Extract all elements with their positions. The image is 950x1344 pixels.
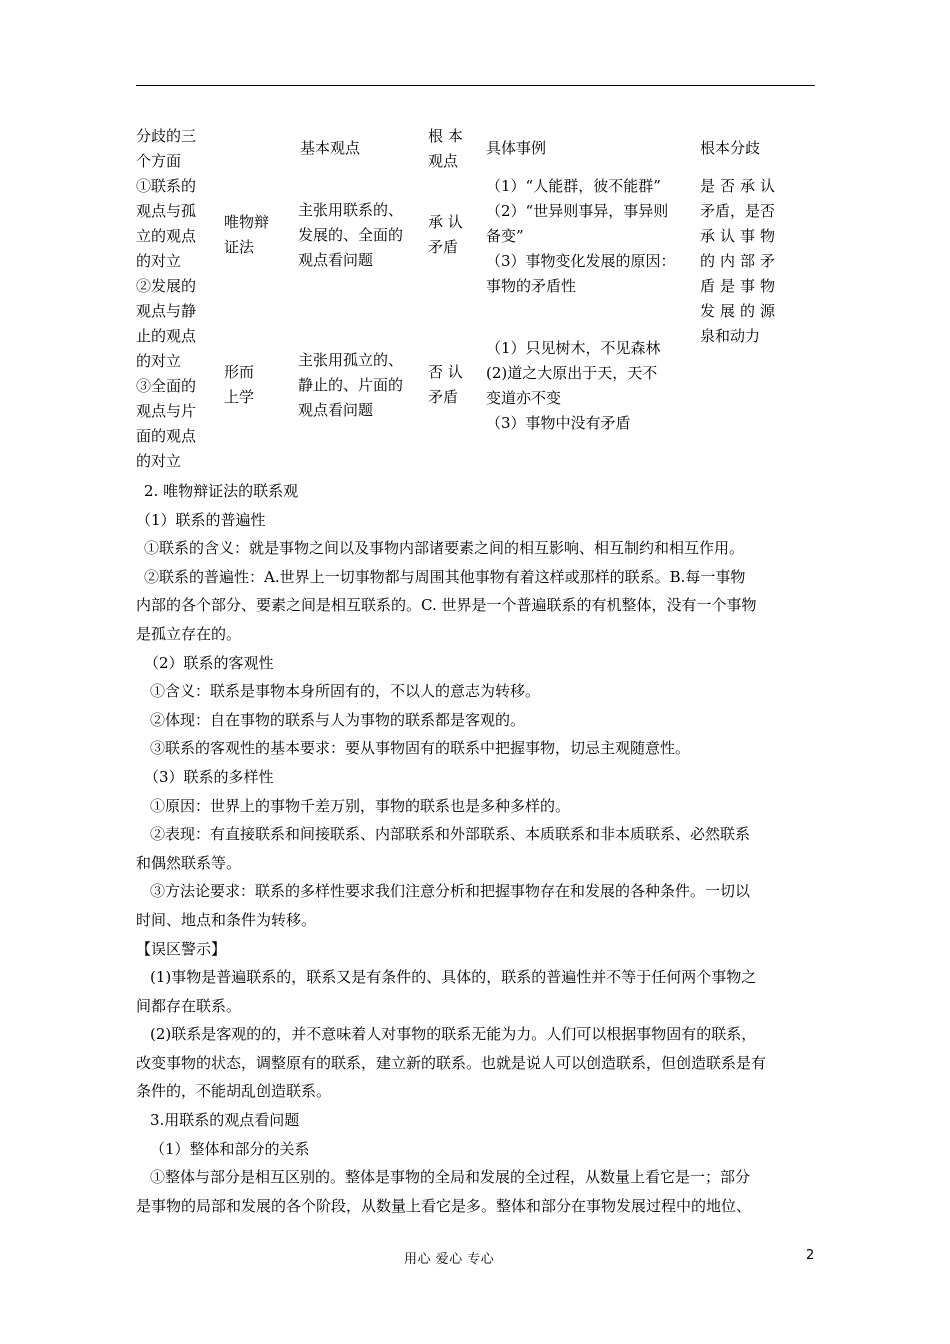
method-line: 唯物辩: [224, 213, 270, 231]
body-line: ②表现：有直接联系和间接联系、内部联系和外部联系、本质联系和非本质联系、必然联系: [150, 825, 751, 844]
header-root-line: 根 本: [428, 127, 463, 145]
method-line: 上学: [224, 388, 255, 406]
aspect-line: 的对立: [136, 452, 182, 470]
body-line: 条件的，不能胡乱创造联系。: [136, 1082, 332, 1101]
divergence-line: 泉和动力: [700, 327, 761, 345]
example-line: 变道亦不变: [486, 389, 562, 407]
attitude-dialectics: [428, 210, 468, 260]
divergence-line: 是否承认: [700, 177, 781, 195]
body-line: （1）联系的普遍性: [136, 510, 266, 529]
divergence-line: 发展的源: [700, 302, 781, 320]
aspect-line: ①联系的: [136, 177, 197, 195]
root-divergence: [700, 174, 784, 349]
header-examples: 具体事例: [486, 139, 547, 157]
body-line: 内部的各个部分、要素之间是相互联系的。C. 世界是一个普遍联系的有机整体，没有一个事物: [136, 596, 757, 615]
body-line: 2. 唯物辩证法的联系观: [144, 482, 299, 500]
example-line: （1）“人能群，彼不能群”: [486, 177, 661, 195]
attitude-line: 否 认: [428, 363, 463, 381]
example-line: 备变”: [486, 227, 524, 245]
header-aspects-line: 分歧的三: [136, 127, 197, 145]
footer-text: 用心 爱心 专心: [404, 1252, 495, 1267]
aspect-line: 的对立: [136, 352, 182, 370]
aspect-line: 面的观点: [136, 427, 197, 445]
body-line: ①原因：世界上的事物千差万别，事物的联系也是多种多样的。: [150, 796, 571, 815]
method-line: 形而: [224, 363, 255, 381]
body-text: [136, 479, 816, 1222]
attitude-line: 矛盾: [428, 238, 459, 256]
view-line: 观点看问题: [298, 251, 374, 269]
body-line: ②联系的普遍性：A.世界上一切事物都与周围其他事物有着这样或那样的联系。B.每一事物: [144, 567, 746, 586]
method-metaphysics: [224, 360, 284, 410]
body-line: （1）整体和部分的关系: [150, 1139, 310, 1158]
body-line: （2）联系的客观性: [144, 653, 274, 672]
body-line: 是事物的局部和发展的各个阶段，从数量上看它是多。整体和部分在事物发展过程中的地位、: [136, 1196, 752, 1215]
aspect-line: 止的观点: [136, 327, 197, 345]
example-line: (2)道之大原出于天，天不: [486, 364, 658, 382]
page-number: 2: [806, 1248, 815, 1263]
body-line: ①联系的含义：就是事物之间以及事物内部诸要素之间的相互影响、相互制约和相互作用。: [144, 539, 745, 558]
section-title: 【误区警示】: [136, 939, 227, 958]
attitude-metaphysics: [428, 360, 468, 410]
header-root-line: 观点: [428, 152, 459, 170]
body-line: ①整体与部分是相互区别的。整体是事物的全局和发展的全过程，从数量上看它是一；部分: [150, 1168, 751, 1187]
body-line: 间都存在联系。: [136, 996, 242, 1015]
body-line: ③方法论要求：联系的多样性要求我们注意分析和把握事物存在和发展的各种条件。一切以: [150, 882, 751, 901]
body-line: （3）联系的多样性: [144, 767, 274, 786]
body-line: ②体现：自在事物的联系与人为事物的联系都是客观的。: [150, 710, 526, 729]
divergence-line: 承认事物: [700, 227, 781, 245]
body-line: 和偶然联系等。: [136, 853, 242, 872]
body-line: 改变事物的状态，调整原有的联系，建立新的联系。也就是说人可以创造联系，但创造联系是有: [136, 1053, 767, 1072]
aspect-line: 的对立: [136, 252, 182, 270]
header-rule: [136, 85, 815, 86]
view-line: 发展的、全面的: [298, 226, 404, 244]
view-metaphysics: [298, 348, 416, 423]
method-line: 证法: [224, 238, 255, 256]
divergence-line: 盾是事物: [700, 277, 781, 295]
header-aspects-line: 个方面: [136, 152, 182, 170]
aspect-line: ②发展的: [136, 277, 197, 295]
examples-metaphysics: [486, 336, 696, 436]
attitude-line: 承 认: [428, 213, 463, 231]
example-line: （3）事物变化发展的原因：: [486, 252, 676, 270]
body-line: 是孤立存在的。: [136, 624, 242, 643]
body-line: ③联系的客观性的基本要求：要从事物固有的联系中把握事物，切忌主观随意性。: [150, 739, 691, 758]
header-basic-view: 基本观点: [300, 139, 361, 157]
header-root-view: [428, 124, 468, 174]
method-dialectics: [224, 210, 284, 260]
aspect-line: 观点与片: [136, 402, 197, 420]
header-divergence: 根本分歧: [700, 139, 761, 157]
body-line: (2)联系是客观的的，并不意味着人对事物的联系无能为力。人们可以根据事物固有的联系，: [150, 1025, 757, 1044]
body-line: 3.用联系的观点看问题: [150, 1111, 300, 1130]
examples-dialectics: [486, 174, 696, 299]
body-line: (1)事物是普遍联系的，联系又是有条件的、具体的，联系的普遍性并不等于任何两个事物之: [150, 968, 757, 987]
body-line: ①含义：联系是事物本身所固有的，不以人的意志为转移。: [150, 682, 541, 701]
attitude-line: 矛盾: [428, 388, 459, 406]
example-line: （3）事物中没有矛盾: [486, 414, 631, 432]
divergence-line: 的内部矛: [700, 252, 781, 270]
example-line: （1）只见树木，不见森林: [486, 339, 661, 357]
body-line: 时间、地点和条件为转移。: [136, 910, 317, 929]
view-line: 主张用联系的、: [298, 201, 404, 219]
example-line: （2）“世异则事异，事异则: [486, 202, 669, 220]
aspect-line: 立的观点: [136, 227, 197, 245]
aspect-line: 观点与静: [136, 302, 197, 320]
view-dialectics: [298, 198, 416, 273]
example-line: 事物的矛盾性: [486, 277, 577, 295]
view-line: 静止的、片面的: [298, 376, 404, 394]
aspects-column: [136, 124, 212, 474]
aspect-line: 观点与孤: [136, 202, 197, 220]
comparison-table: [136, 124, 816, 474]
view-line: 主张用孤立的、: [298, 351, 404, 369]
view-line: 观点看问题: [298, 401, 374, 419]
divergence-line: 矛盾，是否: [700, 202, 776, 220]
aspect-line: ③全面的: [136, 377, 197, 395]
